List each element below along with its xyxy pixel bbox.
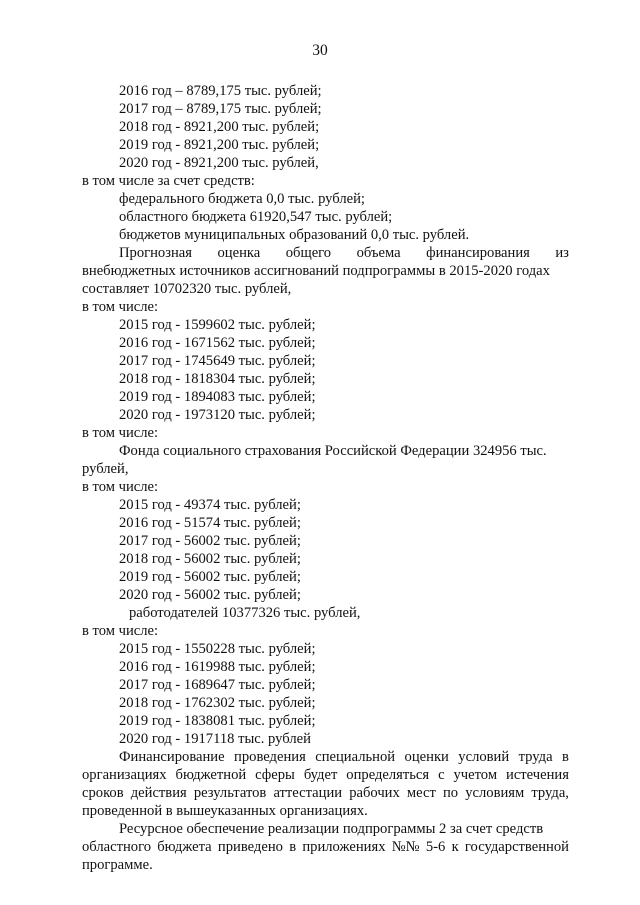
word: в <box>289 839 297 855</box>
total-line-2018: 2018 год - 1818304 тыс. рублей; <box>119 371 316 387</box>
word: рабочих <box>349 785 400 801</box>
employers-line-2018: 2018 год - 1762302 тыс. рублей; <box>119 695 316 711</box>
word: будет <box>303 767 338 783</box>
total-line-2016: 2016 год - 1671562 тыс. рублей; <box>119 335 316 351</box>
word: финансирования <box>426 245 530 261</box>
word: специальной <box>315 749 396 765</box>
employers-line-2017: 2017 год - 1689647 тыс. рублей; <box>119 677 316 693</box>
total-line-2020: 2020 год - 1973120 тыс. рублей; <box>119 407 316 423</box>
word: областного <box>82 839 151 855</box>
word: оценка <box>217 245 261 261</box>
employers-line-2015: 2015 год - 1550228 тыс. рублей; <box>119 641 316 657</box>
word: в <box>562 749 569 765</box>
word: из <box>555 245 569 261</box>
word: труда <box>518 749 553 765</box>
word: учетом <box>453 767 498 783</box>
fss-line-2018: 2018 год - 56002 тыс. рублей; <box>119 551 301 567</box>
para2-line-3: программе. <box>82 857 153 873</box>
para1-line-3 <box>82 784 569 802</box>
word: с <box>438 767 445 783</box>
source-municipal: бюджетов муниципальных образований 0,0 тыс. рублей. <box>119 227 470 243</box>
funding-line-2017: 2017 год – 8789,175 тыс. рублей; <box>119 101 322 117</box>
fss-line-2017: 2017 год - 56002 тыс. рублей; <box>119 533 301 549</box>
employers-line-2020: 2020 год - 1917118 тыс. рублей <box>119 731 311 747</box>
total-line-2017: 2017 год - 1745649 тыс. рублей; <box>119 353 316 369</box>
word: приведено <box>217 839 283 855</box>
word: сроков <box>82 785 124 801</box>
page-number: 30 <box>312 42 328 59</box>
employers-line-2019: 2019 год - 1838081 тыс. рублей; <box>119 713 316 729</box>
word: бюджета <box>157 839 212 855</box>
word: истечения <box>506 767 569 783</box>
para1-line-2 <box>82 766 569 784</box>
word: определяться <box>346 767 430 783</box>
forecast-line-2: внебюджетных источников ассигнований подпрограммы в 2015-2020 годах <box>82 263 550 279</box>
para1-line-4: проведенной в вышеуказанных организациях. <box>82 803 368 819</box>
word: приложениях <box>302 839 386 855</box>
word: №№ <box>391 839 420 855</box>
word: 5-6 <box>425 839 446 855</box>
fss-line-2015: 2015 год - 49374 тыс. рублей; <box>119 497 301 513</box>
total-line-2019: 2019 год - 1894083 тыс. рублей; <box>119 389 316 405</box>
including-label-4: в том числе: <box>82 623 159 639</box>
word: аттестации <box>273 785 343 801</box>
source-federal: федерального бюджета 0,0 тыс. рублей; <box>119 191 365 207</box>
including-label-2: в том числе: <box>82 425 159 441</box>
funding-line-2019: 2019 год - 8921,200 тыс. рублей; <box>119 137 320 153</box>
word: к <box>451 839 459 855</box>
fss-line-2016: 2016 год - 51574 тыс. рублей; <box>119 515 301 531</box>
including-label-3: в том числе: <box>82 479 159 495</box>
fss-line-1: Фонда социального страхования Российской Федерации 324956 тыс. <box>119 443 547 459</box>
word: бюджетной <box>175 767 247 783</box>
funding-line-2020: 2020 год - 8921,200 тыс. рублей, <box>119 155 319 171</box>
para1-line-1 <box>119 748 569 766</box>
word: общего <box>285 245 332 261</box>
fss-line-2: рублей, <box>82 461 129 477</box>
word: объема <box>356 245 401 261</box>
forecast-line-3: составляет 10702320 тыс. рублей, <box>82 281 292 297</box>
para2-line-1: Ресурсное обеспечение реализации подпрограммы 2 за счет средств <box>119 821 544 837</box>
employers-line: работодателей 10377326 тыс. рублей, <box>129 605 361 621</box>
word: результатов <box>193 785 267 801</box>
employers-line-2016: 2016 год - 1619988 тыс. рублей; <box>119 659 316 675</box>
word: проведения <box>234 749 306 765</box>
word: Финансирование <box>119 749 225 765</box>
word: условиям <box>465 785 525 801</box>
para2-line-2 <box>82 838 569 856</box>
fss-line-2019: 2019 год - 56002 тыс. рублей; <box>119 569 301 585</box>
fss-line-2020: 2020 год - 56002 тыс. рублей; <box>119 587 301 603</box>
word: Прогнозная <box>119 245 192 261</box>
word: мест <box>406 785 436 801</box>
source-regional: областного бюджета 61920,547 тыс. рублей; <box>119 209 393 225</box>
word: организациях <box>82 767 167 783</box>
word: государственной <box>464 839 569 855</box>
total-line-2015: 2015 год - 1599602 тыс. рублей; <box>119 317 316 333</box>
funding-line-2016: 2016 год – 8789,175 тыс. рублей; <box>119 83 322 99</box>
word: по <box>442 785 459 801</box>
including-sources-label: в том числе за счет средств: <box>82 173 255 189</box>
word: действия <box>130 785 187 801</box>
word: труда, <box>531 785 569 801</box>
funding-line-2018: 2018 год - 8921,200 тыс. рублей; <box>119 119 320 135</box>
including-label-1: в том числе: <box>82 299 159 315</box>
word: оценки <box>404 749 449 765</box>
forecast-line-1 <box>119 244 569 262</box>
word: условий <box>458 749 510 765</box>
word: сферы <box>255 767 295 783</box>
